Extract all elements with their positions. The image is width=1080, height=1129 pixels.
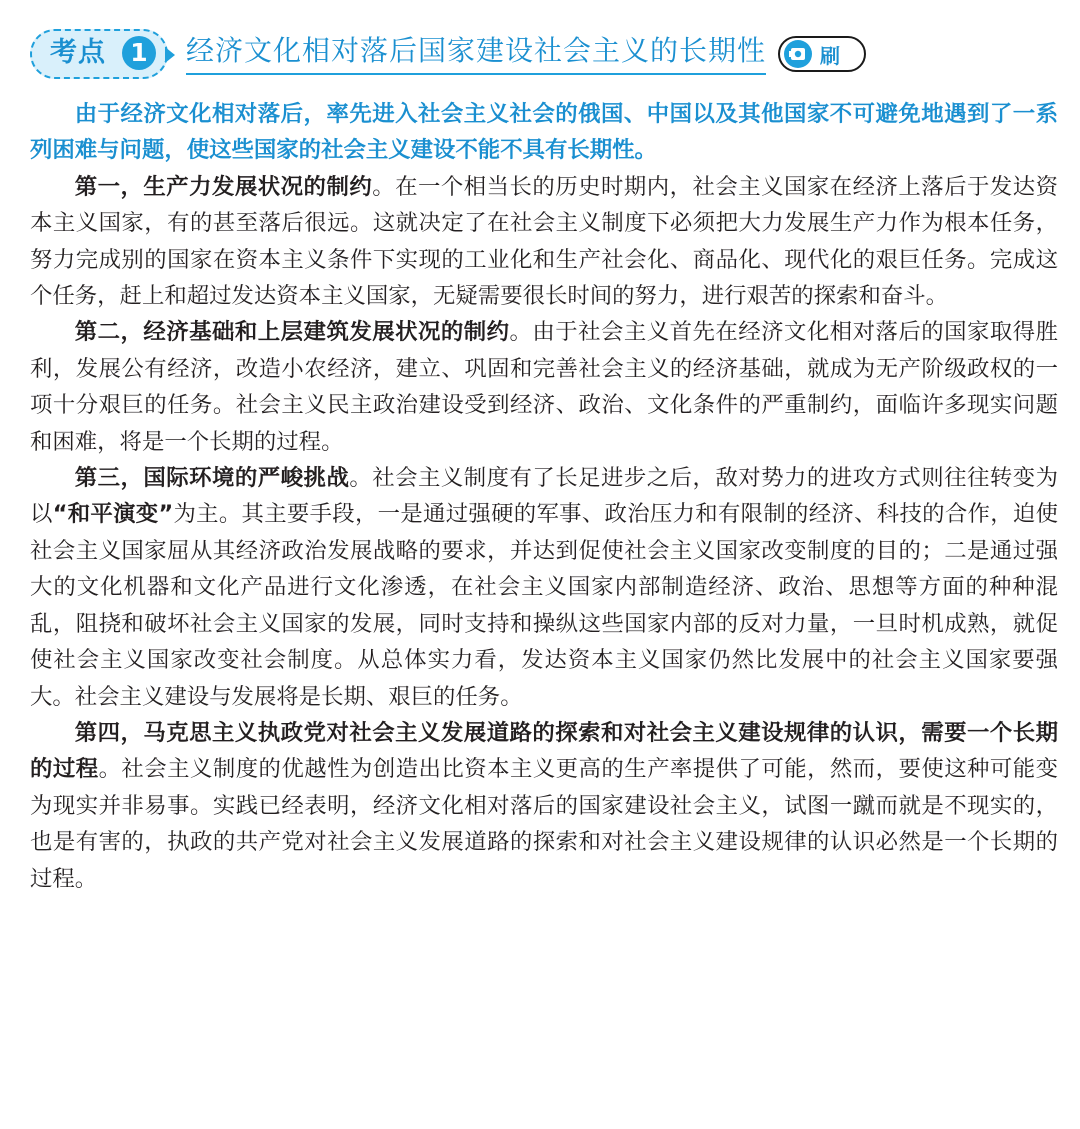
point-4-body: 。社会主义制度的优越性为创造出比资本主义更高的生产率提供了可能，然而，要使这种可能变为现实并非易事。实践已经表明，经济文化相对落后的国家建设社会主义，试图一蹴而就是不现实的，也是有害的，执政的共产党对社会主义发展道路的探索和对社会主义建设规律的认识必然是一个长期的过程。	[30, 756, 1059, 892]
point-3-paragraph	[30, 460, 1058, 715]
point-3-body-before: 。社会主义制度有了长足进步之后，敌对势力的进攻方式则往往转变为以	[30, 465, 1059, 528]
section-title-block	[186, 33, 766, 75]
point-3-body-after: 为主。其主要手段，一是通过强硬的军事、政治压力和有限制的经济、科技的合作，迫使社会主义国家屈从其经济政治发展战略的要求，并达到促使社会主义国家改变制度的目的；二是通过强大的文化机器和文化产品进行文化渗透，在社会主义国家内部制造经济、政治、思想等方面的种种混乱，阻挠和破坏社会主义国家的发展，同时支持和操纵这些国家内部的反对力量，一旦时机成熟，就促使社会主义国家改变社会制度。从总体实力看，发达资本主义国家仍然比发展中的社会主义国家要强大。社会主义建设与发展将是长期、艰巨的任务。	[30, 501, 1059, 710]
content	[30, 96, 1058, 897]
section-title: 经济文化相对落后国家建设社会主义的长期性	[186, 34, 767, 67]
brush-button[interactable]	[778, 36, 866, 72]
video-icon	[784, 40, 812, 68]
point-2-lead: 第二，经济基础和上层建筑发展状况的制约	[74, 319, 510, 346]
point-1-body: 。在一个相当长的历史时期内，社会主义国家在经济上落后于发达资本主义国家，有的甚至落后很远。这就决定了在社会主义制度下必须把大力发展生产力作为根本任务，努力完成别的国家在资本主义条件下实现的工业化和生产社会化、商品化、现代化的艰巨任务。完成这个任务，赶上和超过发达资本主义国家，无疑需要很长时间的努力，进行艰苦的探索和奋斗。	[30, 173, 1059, 310]
point-3-lead: 第三，国际环境的严峻挑战	[74, 465, 350, 492]
exam-point-badge	[30, 23, 180, 85]
badge-label: 考点	[50, 37, 106, 68]
point-2-paragraph	[30, 314, 1058, 460]
point-3-emphasis: “和平演变”	[52, 501, 174, 528]
point-4-paragraph	[30, 715, 1058, 897]
point-2-body: 。由于社会主义首先在经济文化相对落后的国家取得胜利，发展公有经济，改造小农经济，建立、巩固和完善社会主义的经济基础，就成为无产阶级政权的一项十分艰巨的任务。社会主义民主政治建设受到经济、政治、文化条件的严重制约，面临许多现实问题和困难，将是一个长期的过程。	[30, 319, 1059, 455]
brush-label: 刷	[820, 43, 841, 68]
badge-arrow-icon	[165, 47, 175, 63]
intro-paragraph: 由于经济文化相对落后，率先进入社会主义社会的俄国、中国以及其他国家不可避免地遇到了一系列困难与问题，使这些国家的社会主义建设不能不具有长期性。	[30, 101, 1058, 164]
point-4-lead: 第四，马克思主义执政党对社会主义发展道路的探索和对社会主义建设规律的认识，需要一个长期的过程	[30, 719, 1058, 783]
point-1-lead: 第一，生产力发展状况的制约	[74, 173, 373, 200]
point-1-paragraph	[30, 169, 1058, 315]
badge-number: 1	[122, 36, 156, 70]
section-header	[30, 22, 1058, 86]
